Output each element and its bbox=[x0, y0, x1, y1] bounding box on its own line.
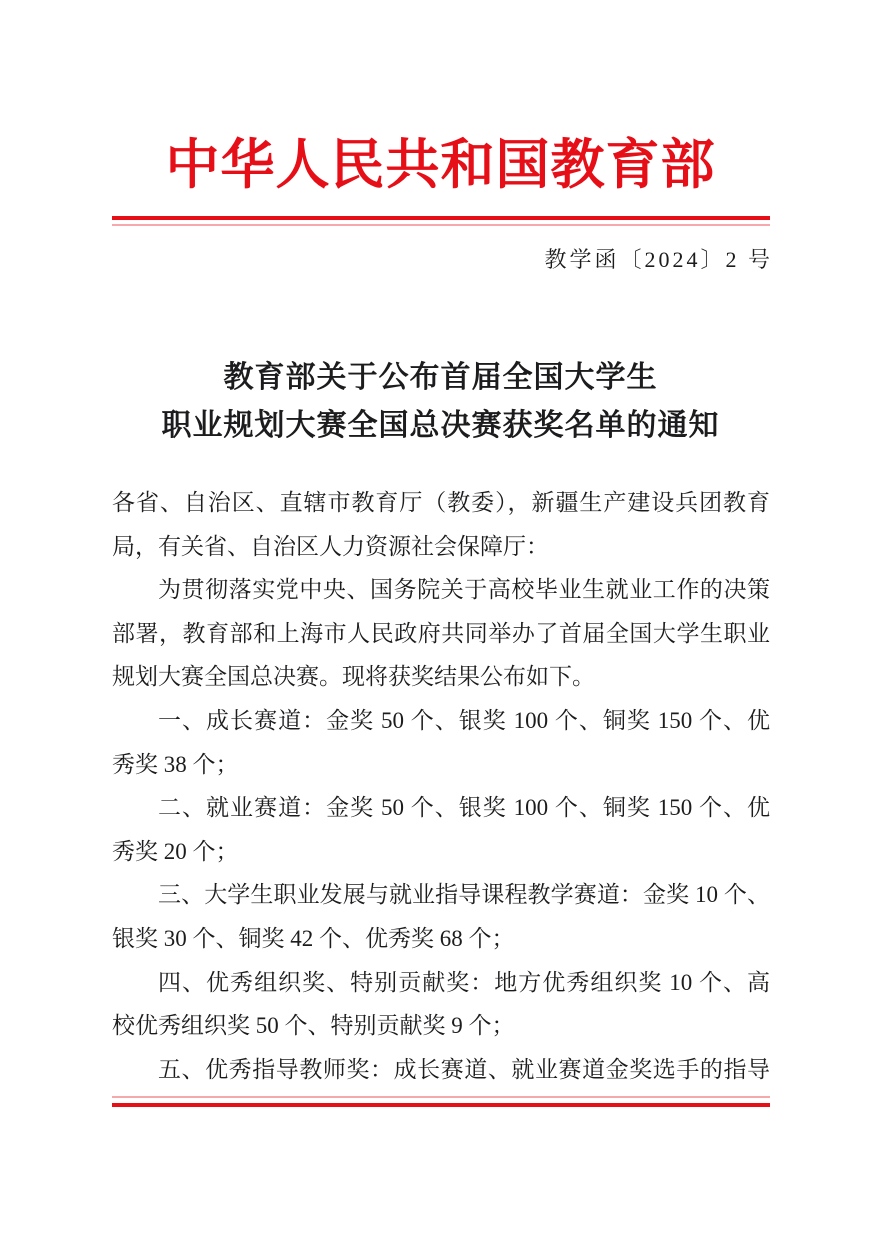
document-body bbox=[112, 481, 770, 1091]
body-line: 部署，教育部和上海市人民政府共同举办了首届全国大学生职业 bbox=[112, 620, 770, 646]
header-rule-thin bbox=[112, 224, 770, 226]
footer-rule-thick bbox=[112, 1103, 770, 1107]
body-line: 五、优秀指导教师奖：成长赛道、就业赛道金奖选手的指导 bbox=[158, 1056, 770, 1082]
body-line: 各省、自治区、直辖市教育厅（教委），新疆生产建设兵团教育 bbox=[112, 490, 770, 515]
body-line: 三、大学生职业发展与就业指导课程教学赛道：金奖 10 个、 bbox=[158, 882, 771, 908]
document-title-line2: 职业规划大赛全国总决赛获奖名单的通知 bbox=[161, 409, 720, 442]
issuing-org-name: 中华人民共和国教育部 bbox=[165, 135, 716, 195]
body-line: 秀奖 38 个； bbox=[112, 751, 239, 777]
body-line: 二、就业赛道：金奖 50 个、银奖 100 个、铜奖 150 个、优 bbox=[158, 795, 770, 821]
header-rule-thick bbox=[112, 216, 770, 220]
footer-rule-thin bbox=[112, 1096, 770, 1098]
document-title-line1: 教育部关于公布首届全国大学生 bbox=[223, 361, 658, 394]
body-line: 局，有关省、自治区人力资源社会保障厅： bbox=[112, 533, 549, 559]
body-line: 校优秀组织奖 50 个、特别贡献奖 9 个； bbox=[112, 1013, 515, 1039]
body-line: 规划大赛全国总决赛。现将获奖结果公布如下。 bbox=[112, 664, 595, 690]
document-title bbox=[0, 354, 881, 450]
body-line: 为贯彻落实党中央、国务院关于高校毕业生就业工作的决策 bbox=[158, 577, 770, 603]
body-line: 四、优秀组织奖、特别贡献奖：地方优秀组织奖 10 个、高 bbox=[158, 969, 770, 995]
body-line: 一、成长赛道：金奖 50 个、银奖 100 个、铜奖 150 个、优 bbox=[158, 707, 770, 733]
document-number: 教学函〔2024〕2 号 bbox=[544, 247, 773, 272]
body-line: 银奖 30 个、铜奖 42 个、优秀奖 68 个； bbox=[112, 925, 515, 951]
body-line: 秀奖 20 个； bbox=[112, 838, 239, 864]
